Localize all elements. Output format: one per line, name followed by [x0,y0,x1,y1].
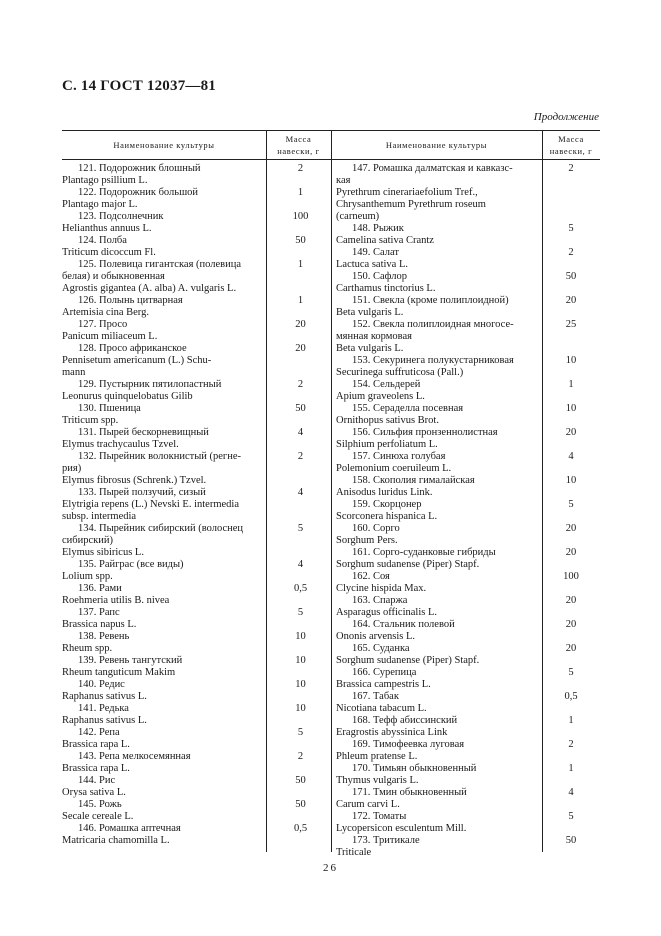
culture-name-line: 131. Пырей бескорневищный [78,427,209,438]
table-row [336,163,600,223]
table-row [336,715,600,739]
culture-name [62,451,262,487]
culture-name-continuation: Plantago major L. [62,199,138,210]
culture-name-continuation: Camelina sativa Crantz [336,235,434,246]
culture-name-continuation: Asparagus officinalis L. [336,607,437,618]
culture-name-continuation: Triticum dicoccum Fl. [62,247,156,258]
sample-mass: 2 [568,739,574,750]
culture-name-continuation: Apium graveolens L. [336,391,425,402]
culture-name-continuation: Sorghum sudanense (Piper) Stapf. [336,655,480,666]
culture-name-line: 162. Соя [352,571,390,582]
culture-name [62,703,262,727]
culture-name [336,787,540,811]
culture-name-continuation: Helianthus annuus L. [62,223,152,234]
culture-name [336,811,540,835]
culture-name [336,547,540,571]
culture-name-line: 164. Стальник полевой [352,619,455,630]
culture-name-continuation: сибирский) [62,535,113,546]
table-row [62,187,331,211]
culture-name-continuation: Rheum tanguticum Makim [62,667,176,678]
culture-name-line: 134. Пырейник сибирский (волоснец [78,523,244,534]
culture-name-continuation: Agrostis gigantea (A. alba) A. vulgaris L. [62,283,237,294]
culture-name-continuation: Rheum spp. [62,643,113,654]
culture-name [336,595,540,619]
culture-name-line: 140. Редис [78,679,125,690]
table-row [62,727,331,751]
culture-name-line: 124. Полба [78,235,127,246]
culture-name-line: 127. Просо [78,319,128,330]
culture-name [62,751,262,775]
table-row [62,799,331,823]
sample-mass: 1 [297,187,304,198]
culture-name [62,235,262,259]
table-row [62,703,331,727]
sample-mass: 20 [565,547,577,558]
culture-name-continuation: Ornithopus sativus Brot. [336,415,439,426]
culture-name-line: 144. Рис [78,775,116,786]
table-row [336,667,600,691]
page-header: С. 14 ГОСТ 12037—81 [62,78,216,94]
culture-name-continuation: Thymus vulgaris L. [336,775,419,786]
sample-mass: 5 [568,667,574,678]
table-row [336,295,600,319]
table-row [62,607,331,631]
culture-name-line: 146. Ромашка аптечная [78,823,181,834]
culture-name-continuation: Beta vulgaris L. [336,343,404,354]
table-row [62,583,331,607]
culture-name-line: 142. Репа [78,727,120,738]
culture-name-continuation: Carthamus tinctorius L. [336,283,436,294]
culture-name [336,451,540,475]
culture-name-continuation: Triticum spp. [62,415,119,426]
table-row [336,619,600,643]
sample-mass: 100 [292,211,309,222]
table-row [336,427,600,451]
culture-name-line: 137. Рапс [78,607,120,618]
culture-name [336,271,540,295]
sample-mass: 2 [568,247,574,258]
culture-name-continuation: Anisodus luridus Link. [336,487,433,498]
table-row [62,343,331,379]
sample-mass: 4 [297,427,304,438]
sample-mass: 10 [295,631,306,642]
table-row [336,319,600,355]
culture-name-line: 169. Тимофеевка луговая [352,739,465,750]
culture-name [336,499,540,523]
header-mass-line1: Масса [558,134,584,144]
culture-name [336,715,540,739]
culture-name-line: 155. Сераделла посевная [352,403,464,414]
culture-name-continuation: Eragrostis abyssinica Link [336,727,448,738]
culture-name-continuation: Elymus sibiricus L. [62,547,144,558]
table-row [62,679,331,703]
culture-name-line: 129. Пустырник пятилопастный [78,379,222,390]
culture-name [62,319,262,343]
sample-mass: 20 [565,619,577,630]
culture-name-continuation: мянная кормовая [336,331,412,342]
sample-mass: 50 [295,775,306,786]
sample-mass: 50 [295,403,306,414]
table-row [336,223,600,247]
culture-name-continuation: Scorconera hispanica L. [336,511,438,522]
culture-name [62,163,262,187]
sample-mass: 20 [565,427,577,438]
culture-name-line: 171. Тмин обыкновенный [352,787,467,798]
header-mass-line1: Масса [285,134,312,144]
culture-name-continuation: Plantago psillium L. [62,175,148,186]
culture-name-line: 173. Тритикале [352,835,420,846]
sample-mass: 4 [297,487,304,498]
culture-name [62,343,262,379]
continuation-label: Продолжение [533,111,599,123]
culture-name-line: 136. Рами [78,583,122,594]
sample-mass: 10 [565,475,577,486]
culture-name-line: 157. Синюха голубая [352,451,446,462]
culture-name [336,523,540,547]
culture-name-continuation: Brassica campestris L. [336,679,431,690]
culture-name-line: 125. Полевица гигантская (полевица [78,259,242,270]
culture-name-line: 138. Ревень [78,631,130,642]
sample-mass: 20 [565,595,577,606]
sample-mass: 10 [565,355,577,366]
sample-mass: 50 [565,271,577,282]
culture-name-line: 165. Суданка [352,643,410,654]
culture-name [336,763,540,787]
culture-name-line: 168. Тефф абиссинский [352,715,458,726]
culture-name-continuation: Polemonium coeruileum L. [336,463,452,474]
culture-name-continuation: кая [336,175,351,186]
culture-name-line: 153. Секуринега полукустарниковая [352,355,514,366]
sample-mass: 50 [295,799,306,810]
culture-name-continuation: Pyrethrum cinerariaefolium Tref., [336,187,478,198]
header-mass [542,133,600,157]
culture-name [62,607,262,631]
culture-name-continuation: Securinega suffruticosa (Pall.) [336,367,464,378]
sample-mass: 100 [563,571,579,582]
sample-mass: 5 [568,499,574,510]
culture-name-line: 139. Ревень тангутский [78,655,183,666]
culture-name-line: 156. Сильфия пронзеннолистная [352,427,498,438]
culture-name [62,583,262,607]
header-culture-name: Наименование культуры [113,140,215,150]
culture-name-continuation: рия) [62,463,82,474]
culture-name-line: 128. Просо африканское [78,343,187,354]
culture-name-continuation: Lycopersicon esculentum Mill. [336,823,467,834]
sample-mass: 20 [565,643,577,654]
culture-name [336,571,540,595]
culture-name [62,631,262,655]
culture-name-line: 133. Пырей ползучий, сизый [78,487,206,498]
culture-name-continuation: Phleum pratense L. [336,751,418,762]
culture-name [62,379,262,403]
culture-name-continuation: Brassica rapa L. [62,763,130,774]
culture-name-continuation: Panicum miliaceum L. [62,331,158,342]
table-row [62,559,331,583]
sample-mass: 0,5 [293,583,308,594]
sample-mass: 2 [297,451,304,462]
culture-name [336,379,540,403]
culture-name [336,475,540,499]
sample-mass: 4 [568,787,574,798]
culture-name-continuation: Chrysanthemum Pyrethrum roseum [336,199,486,210]
culture-name-line: 166. Сурепица [352,667,417,678]
sample-mass: 20 [295,319,306,330]
culture-name-continuation: Brassica napus L. [62,619,137,630]
culture-name-continuation: Ononis arvensis L. [336,631,416,642]
table-row [336,523,600,547]
table-row [62,259,331,295]
sample-mass: 20 [295,343,306,354]
table-row [336,691,600,715]
table-row [336,499,600,523]
culture-name [336,163,540,223]
header-mass-line2: навески, г [549,146,593,156]
page-number: 26 [323,862,338,874]
table-row [62,631,331,655]
culture-name-continuation: Raphanus sativus L. [62,691,147,702]
table-row [62,163,331,187]
culture-name [336,223,540,247]
culture-name-line: 158. Скополия гималайская [352,475,475,486]
culture-name-line: 152. Свекла полиплоидная многосе- [352,319,514,330]
culture-name-line: 123. Подсолнечник [78,211,164,222]
culture-name [62,427,262,451]
culture-name [62,727,262,751]
culture-name-continuation: Leonurus quinquelobatus Gilib [62,391,193,402]
table-row [336,355,600,379]
culture-name [62,211,262,235]
culture-name [62,403,262,427]
sample-mass: 5 [568,223,574,234]
sample-mass: 5 [297,523,304,534]
culture-name [336,295,540,319]
table-row [336,595,600,619]
culture-name [336,619,540,643]
sample-mass: 10 [295,679,306,690]
table-row [336,787,600,811]
table-row [62,775,331,799]
sample-mass: 0,5 [564,691,578,702]
culture-name [62,487,262,523]
table-row [62,427,331,451]
culture-name-line: 161. Сорго-суданковые гибриды [352,547,496,558]
table-row [336,739,600,763]
culture-name-line: 135. Райграс (все виды) [78,559,184,570]
sample-mass: 2 [297,751,304,762]
culture-name-continuation: subsp. intermedia [62,511,137,522]
sample-mass: 20 [565,523,577,534]
culture-name-line: 167. Табак [352,691,399,702]
culture-name [62,523,262,559]
culture-name-line: 160. Сорго [352,523,400,534]
table-row [62,403,331,427]
culture-name [336,247,540,271]
sample-mass: 50 [565,835,577,846]
culture-name [62,823,262,847]
culture-name-line: 147. Ромашка далматская и кавказс- [352,163,513,174]
sample-mass: 2 [568,163,574,174]
culture-name-line: 145. Рожь [78,799,122,810]
culture-name-continuation: Raphanus sativus L. [62,715,147,726]
culture-name-continuation: Elymus fibrosus (Schrenk.) Tzvel. [62,475,207,486]
table-row [336,547,600,571]
culture-name-continuation: (carneum) [336,211,380,222]
culture-name-continuation: Elytrigia repens (L.) Nevski E. intermedia [62,499,239,510]
culture-name-line: 149. Салат [352,247,399,258]
sample-mass: 10 [295,703,306,714]
table-row [62,655,331,679]
culture-name-continuation: Pennisetum americanum (L.) Schu- [62,355,212,366]
sample-mass: 1 [297,295,304,306]
culture-name [62,187,262,211]
sample-mass: 1 [568,715,574,726]
culture-name-continuation: Elymus trachycaulus Tzvel. [62,439,179,450]
table-row [336,763,600,787]
culture-name-continuation: белая) и обыкновенная [62,271,165,282]
table-row [62,295,331,319]
table-row [336,643,600,667]
culture-name [336,643,540,667]
culture-name-continuation: Sorghum Pers. [336,535,398,546]
culture-name-continuation: Matricaria chamomilla L. [62,835,170,846]
culture-name-line: 132. Пырейник волокнистый (регне- [78,451,241,462]
seed-mass-table [62,130,600,858]
culture-name-continuation: Triticale [336,847,372,858]
sample-mass: 1 [568,379,574,390]
header-mass [266,133,331,157]
table-row [62,451,331,487]
culture-name [336,355,540,379]
culture-name-line: 163. Спаржа [352,595,408,606]
culture-name-line: 170. Тимьян обыкновенный [352,763,477,774]
culture-name-continuation: Lolium spp. [62,571,113,582]
sample-mass: 2 [297,379,304,390]
culture-name-continuation: Secale cereale L. [62,811,134,822]
culture-name-continuation: Sorghum sudanense (Piper) Stapf. [336,559,480,570]
culture-name [336,403,540,427]
culture-name [336,319,540,355]
culture-name [336,739,540,763]
culture-name-continuation: Lactuca sativa L. [336,259,409,270]
table-row [336,451,600,475]
culture-name [336,835,540,859]
sample-mass: 50 [295,235,306,246]
sample-mass: 0,5 [293,823,308,834]
table-row [62,751,331,775]
culture-name-continuation: Orysa sativa L. [62,787,126,798]
sample-mass: 20 [565,295,577,306]
sample-mass: 25 [565,319,577,330]
culture-name [62,559,262,583]
culture-name [336,427,540,451]
culture-name-line: 122. Подорожник большой [78,187,199,198]
table-row [336,835,600,859]
sample-mass: 5 [297,727,304,738]
header-mass-line2: навески, г [277,146,320,156]
culture-name [62,775,262,799]
culture-name-continuation: Nicotiana tabacum L. [336,703,427,714]
sample-mass: 1 [297,259,304,270]
culture-name [62,259,262,295]
sample-mass: 4 [568,451,574,462]
culture-name-continuation: Clycine hispida Max. [336,583,427,594]
culture-name [62,655,262,679]
sample-mass: 4 [297,559,304,570]
right-column-entries [336,163,600,859]
culture-name-line: 130. Пшеница [78,403,141,414]
culture-name-line: 143. Репа мелкосемянная [78,751,191,762]
culture-name [336,691,540,715]
culture-name-continuation: Silphium perfoliatum L. [336,439,438,450]
culture-name-line: 151. Свекла (кроме полиплоидной) [352,295,509,306]
culture-name-line: 159. Скорцонер [352,499,422,510]
table-row [62,487,331,523]
sample-mass: 10 [565,403,577,414]
culture-name [62,799,262,823]
culture-name-line: 154. Сельдерей [352,379,421,390]
sample-mass: 5 [297,607,304,618]
culture-name-continuation: Artemisia cina Berg. [62,307,149,318]
culture-name-line: 148. Рыжик [352,223,404,234]
table-row [336,271,600,295]
table-row [336,811,600,835]
left-column-entries [62,163,331,847]
table-row [336,403,600,427]
culture-name-line: 126. Полынь цитварная [78,295,183,306]
culture-name [62,295,262,319]
table-row [62,823,331,847]
culture-name-continuation: Beta vulgaris L. [336,307,404,318]
culture-name [62,679,262,703]
table-row [62,235,331,259]
culture-name-line: 172. Томаты [352,811,407,822]
culture-name [336,667,540,691]
culture-name-continuation: Carum carvi L. [336,799,400,810]
table-row [336,571,600,595]
table-row [62,211,331,235]
table-row [336,247,600,271]
table-row [336,379,600,403]
header-culture-name: Наименование культуры [385,140,488,150]
culture-name-line: 121. Подорожник блошный [78,163,201,174]
table-row [62,319,331,343]
culture-name-line: 141. Редька [78,703,129,714]
table-row [336,475,600,499]
sample-mass: 1 [568,763,574,774]
sample-mass: 5 [568,811,574,822]
culture-name-continuation: Roehmeria utilis B. nivea [62,595,170,606]
sample-mass: 2 [297,163,304,174]
table-row [62,523,331,559]
culture-name-continuation: Brassica rapa L. [62,739,130,750]
table-row [62,379,331,403]
culture-name-continuation: mann [62,367,86,378]
culture-name-line: 150. Сафлор [352,271,407,282]
sample-mass: 10 [295,655,306,666]
